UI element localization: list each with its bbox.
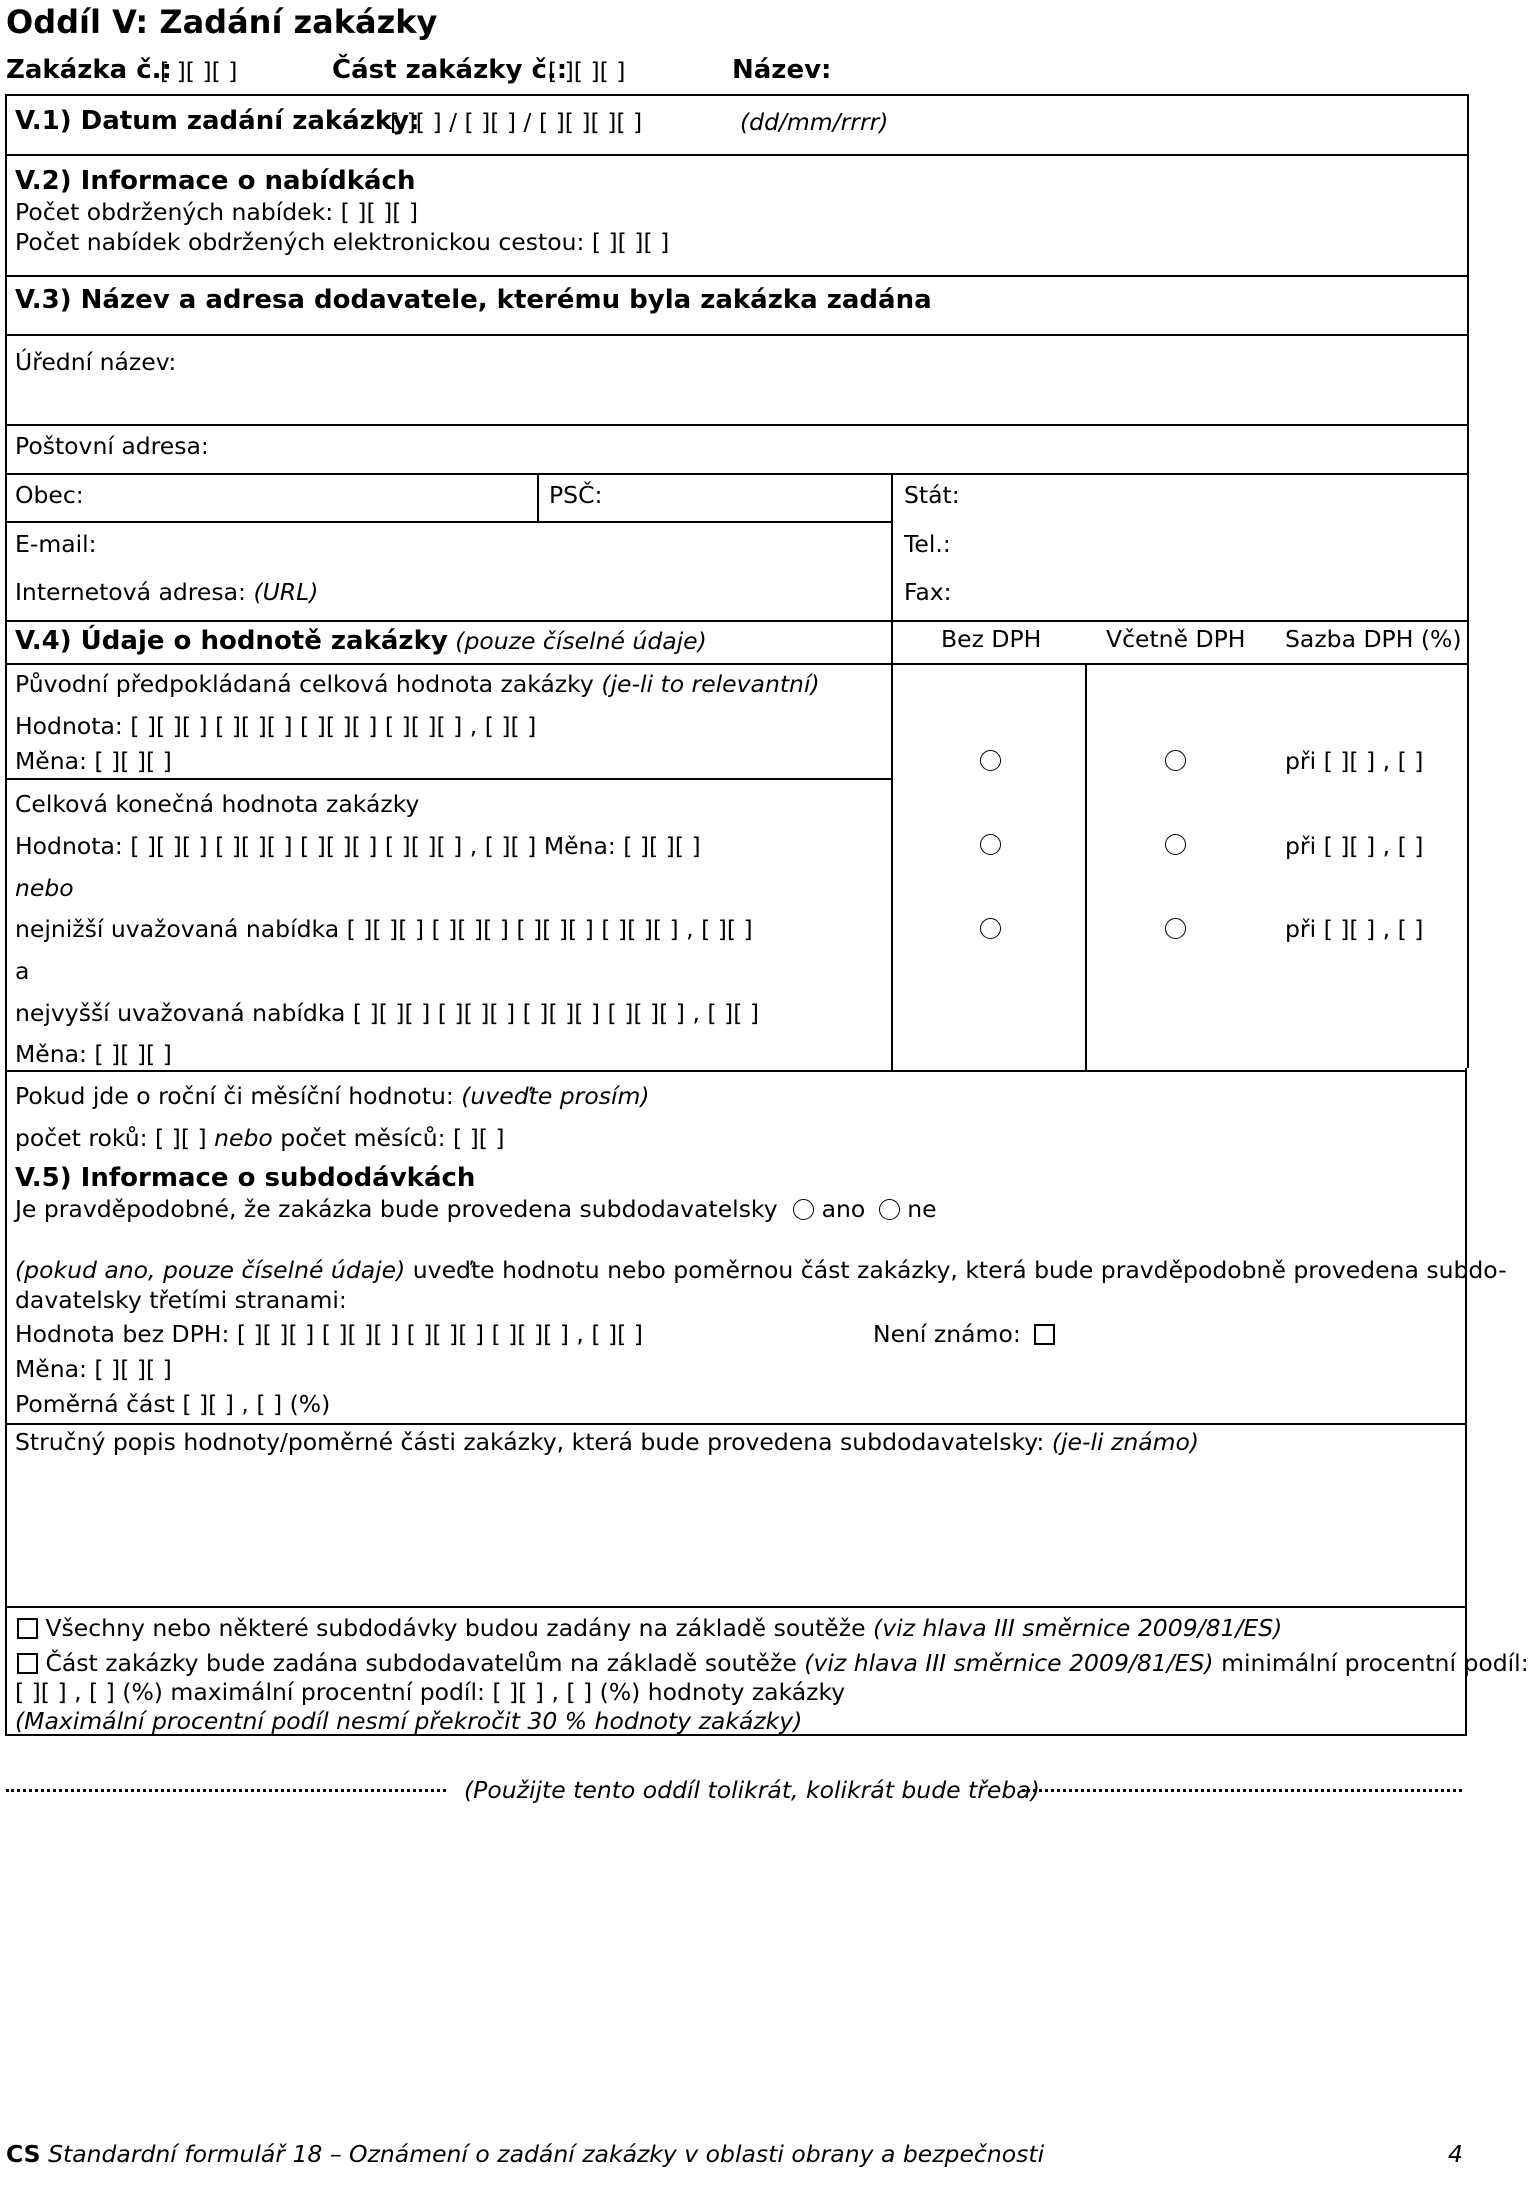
zakazka-number-field[interactable]: [ ][ ][ ] xyxy=(160,57,238,85)
v5-strucny-row xyxy=(15,1428,1199,1456)
v1-date-format: (dd/mm/rrrr) xyxy=(740,108,889,136)
v4-nejnizsi-sazba-field[interactable]: při [ ][ ] , [ ] xyxy=(1285,915,1424,943)
v3-title: V.3) Název a adresa dodavatele, kterému byla zakázka zadána xyxy=(15,285,932,315)
v5-ano-label: ano xyxy=(821,1195,866,1223)
v4-pocet-mesicu-field[interactable]: počet měsíců: [ ][ ] xyxy=(280,1124,505,1152)
v5-cast-percent-field[interactable]: [ ][ ] , [ ] (%) maximální procentní podíl: [ ][ ] , [ ] (%) hodnoty zakázky xyxy=(15,1678,846,1706)
repeat-note: (Použijte tento oddíl tolikrát, kolikrát bude třeba) xyxy=(464,1776,1040,1804)
nazev-label: Název: xyxy=(732,55,832,85)
footer-text: Standardní formulář 18 – Oznámení o zadání zakázky v oblasti obrany a bezpečnosti xyxy=(48,2140,1045,2168)
footer xyxy=(6,2140,1044,2168)
v4-title-row xyxy=(15,626,707,657)
v5-strucny-label: Stručný popis hodnoty/poměrné části zakázky, která bude provedena subdodavatelsky: xyxy=(15,1428,1045,1456)
v5-cast-row xyxy=(17,1649,1529,1677)
footer-lang: CS xyxy=(6,2140,41,2168)
v4-nebo2: nebo xyxy=(214,1124,273,1152)
v3-internet-label-text: Internetová adresa: xyxy=(15,578,246,606)
v5-ne-label: ne xyxy=(907,1195,937,1223)
v2-title: V.2) Informace o nabídkách xyxy=(15,166,416,196)
v5-vsechny-row xyxy=(17,1614,1282,1642)
radio-puvodni-vcetne-dph[interactable] xyxy=(1165,750,1186,771)
col-vcetne-dph: Včetně DPH xyxy=(1106,625,1246,653)
v1-label: V.1) Datum zadání zakázky: xyxy=(15,106,420,136)
col-bez-dph: Bez DPH xyxy=(941,625,1042,653)
v5-mena-field[interactable]: Měna: [ ][ ][ ] xyxy=(15,1355,172,1383)
v4-celkova-hodnota-field[interactable]: Hodnota: [ ][ ][ ] [ ][ ][ ] [ ][ ][ ] [ ][ ][ ] , [ ][ ] Měna: [ ][ ][ ] xyxy=(15,832,701,860)
v2-pocet-elektronicky[interactable]: Počet nabídek obdržených elektronickou cestou: [ ][ ][ ] xyxy=(15,228,670,256)
checkbox-cast-soutez[interactable] xyxy=(17,1653,38,1674)
v5-cast-note: (viz hlava III směrnice 2009/81/ES) xyxy=(804,1649,1214,1677)
v4-puvodni-sazba-field[interactable]: při [ ][ ] , [ ] xyxy=(1285,747,1424,775)
checkbox-neni-znamo[interactable] xyxy=(1034,1324,1055,1345)
v4-puvodni-hodnota-field[interactable]: Hodnota: [ ][ ][ ] [ ][ ][ ] [ ][ ][ ] [ ][ ][ ] , [ ][ ] xyxy=(15,712,537,740)
v4-puvodni-note: (je-li to relevantní) xyxy=(601,670,820,698)
v5-question-row xyxy=(15,1195,937,1223)
cast-zakazky-number-field[interactable]: [ ][ ][ ] xyxy=(548,57,626,85)
v5-neni-znamo-label: Není známo: xyxy=(873,1320,1021,1348)
v4-mena2-field[interactable]: Měna: [ ][ ][ ] xyxy=(15,1040,172,1068)
checkbox-vsechny-soutez[interactable] xyxy=(17,1618,38,1639)
v3-postovni-adresa-label: Poštovní adresa: xyxy=(15,432,209,460)
v2-pocet-nabidek[interactable]: Počet obdržených nabídek: [ ][ ][ ] xyxy=(15,198,419,226)
v5-note-text1: uveďte hodnotu nebo poměrnou část zakázky, která bude pravděpodobně provedena subdo- xyxy=(412,1256,1507,1284)
v4-celkova-label: Celková konečná hodnota zakázky xyxy=(15,790,420,818)
v3-email-label: E-mail: xyxy=(15,530,97,558)
v4-title-note: (pouze číselné údaje) xyxy=(455,627,707,655)
page-title: Oddíl V: Zadání zakázky xyxy=(6,3,438,41)
v3-fax-label: Fax: xyxy=(904,578,952,606)
v5-vsechny-label: Všechny nebo některé subdodávky budou zadány na základě soutěže xyxy=(45,1614,866,1642)
v4-a: a xyxy=(15,957,30,985)
v5-question: Je pravděpodobné, že zakázka bude provedena subdodavatelsky xyxy=(15,1195,778,1223)
v3-internet-url-note: (URL) xyxy=(253,578,319,606)
v3-uredni-nazev-label: Úřední název: xyxy=(15,348,177,376)
radio-puvodni-bez-dph[interactable] xyxy=(980,750,1001,771)
v4-rocni-row xyxy=(15,1082,650,1110)
v5-cast-tail: minimální procentní podíl: xyxy=(1221,1649,1529,1677)
cast-zakazky-label: Část zakázky č.: xyxy=(332,55,568,85)
radio-celkova-bez-dph[interactable] xyxy=(980,834,1001,855)
v5-hodnota-bez-dph-field[interactable]: Hodnota bez DPH: [ ][ ][ ] [ ][ ][ ] [ ][ ][ ] [ ][ ][ ] , [ ][ ] xyxy=(15,1320,643,1348)
v4-puvodni-label: Původní předpokládaná celková hodnota zakázky xyxy=(15,670,594,698)
radio-celkova-vcetne-dph[interactable] xyxy=(1165,834,1186,855)
v4-nebo: nebo xyxy=(15,874,74,902)
zakazka-label: Zakázka č.: xyxy=(6,55,172,85)
footer-page-number: 4 xyxy=(1448,2140,1463,2168)
v4-puvodni-row xyxy=(15,670,820,698)
radio-v5-ano[interactable] xyxy=(793,1199,814,1220)
v3-internet-label xyxy=(15,578,318,606)
radio-nejnizsi-vcetne-dph[interactable] xyxy=(1165,918,1186,939)
radio-nejnizsi-bez-dph[interactable] xyxy=(980,918,1001,939)
v5-note-italic: (pokud ano, pouze číselné údaje) xyxy=(15,1256,406,1284)
v3-obec-label: Obec: xyxy=(15,481,84,509)
v1-date-field[interactable]: [ ][ ] / [ ][ ] / [ ][ ][ ][ ] xyxy=(390,108,643,136)
v4-title: V.4) Údaje o hodnotě zakázky xyxy=(15,626,448,656)
v3-tel-label: Tel.: xyxy=(904,530,951,558)
v3-psc-label: PSČ: xyxy=(549,481,603,509)
v5-max-note: (Maximální procentní podíl nesmí překročit 30 % hodnoty zakázky) xyxy=(15,1707,803,1735)
v4-puvodni-mena-field[interactable]: Měna: [ ][ ][ ] xyxy=(15,747,172,775)
v4-nejvyssi-field[interactable]: nejvyšší uvažovaná nabídka [ ][ ][ ] [ ][ ][ ] [ ][ ][ ] [ ][ ][ ] , [ ][ ] xyxy=(15,999,760,1027)
v5-note-text2: davatelsky třetími stranami: xyxy=(15,1286,347,1314)
v5-neni-znamo-row xyxy=(873,1320,1055,1348)
v5-note-line1 xyxy=(15,1256,1507,1284)
v4-rocni-label: Pokud jde o roční či měsíční hodnotu: xyxy=(15,1082,454,1110)
v4-nejnizsi-field[interactable]: nejnižší uvažovaná nabídka [ ][ ][ ] [ ][ ][ ] [ ][ ][ ] [ ][ ][ ] , [ ][ ] xyxy=(15,915,753,943)
v5-title: V.5) Informace o subdodávkách xyxy=(15,1163,476,1193)
v5-strucny-note: (je-li známo) xyxy=(1051,1428,1200,1456)
v5-cast-label: Část zakázky bude zadána subdodavatelům na základě soutěže xyxy=(45,1649,797,1677)
v4-celkova-sazba-field[interactable]: při [ ][ ] , [ ] xyxy=(1285,832,1424,860)
v4-pocet-row xyxy=(15,1124,505,1152)
v3-stat-label: Stát: xyxy=(904,481,960,509)
v5-pomerna-field[interactable]: Poměrná část [ ][ ] , [ ] (%) xyxy=(15,1390,331,1418)
col-sazba-dph: Sazba DPH (%) xyxy=(1285,625,1462,653)
v4-pocet-roku-field[interactable]: počet roků: [ ][ ] xyxy=(15,1124,207,1152)
v4-rocni-note: (uveďte prosím) xyxy=(461,1082,650,1110)
radio-v5-ne[interactable] xyxy=(879,1199,900,1220)
v5-vsechny-note: (viz hlava III směrnice 2009/81/ES) xyxy=(873,1614,1283,1642)
